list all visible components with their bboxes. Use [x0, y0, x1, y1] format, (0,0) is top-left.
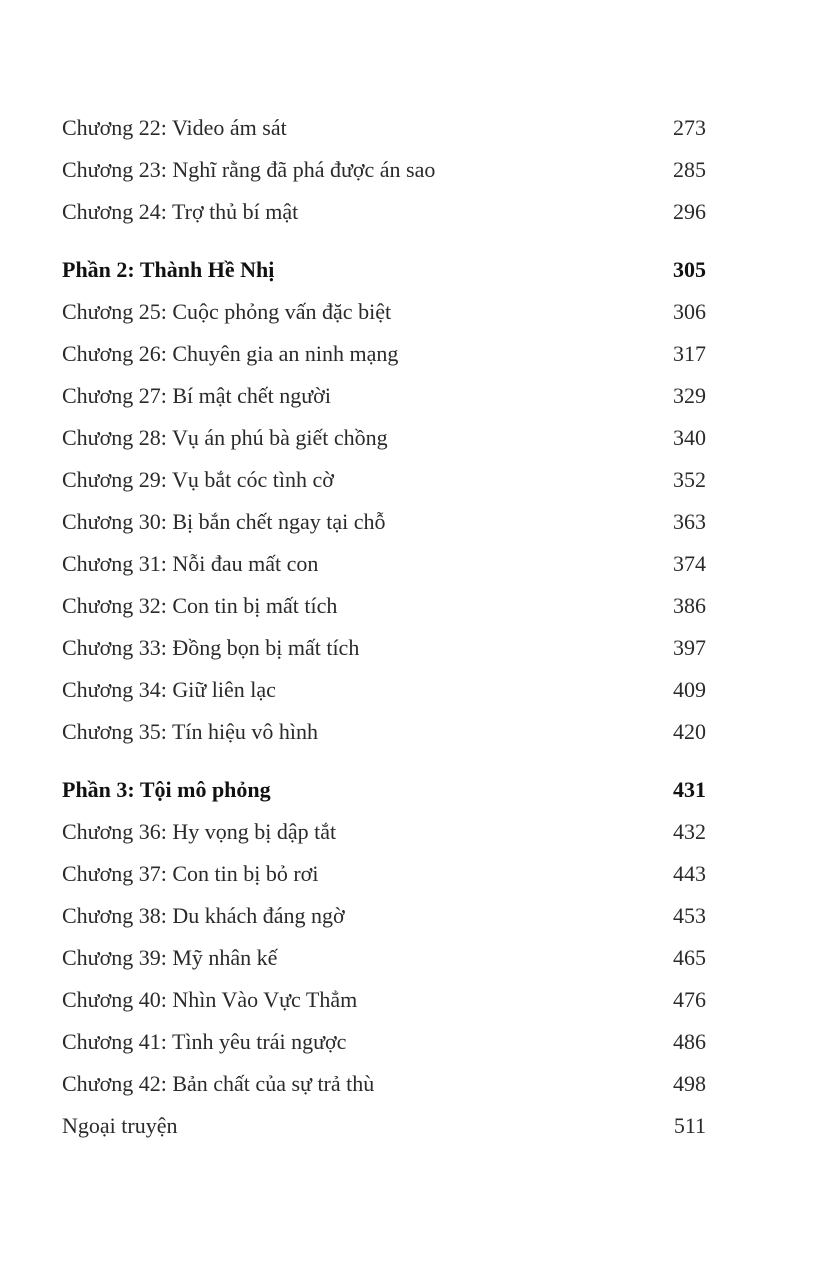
toc-entry [62, 375, 706, 417]
toc-entry-title: Chương 32: Con tin bị mất tích [62, 593, 338, 618]
toc-entry [62, 291, 706, 333]
toc-entry-title: Chương 41: Tình yêu trái ngược [62, 1029, 347, 1054]
toc-entry-page-number: 305 [673, 257, 706, 282]
toc-entry [62, 1063, 706, 1105]
toc-entry [62, 979, 706, 1021]
toc-entry-title: Chương 31: Nỗi đau mất con [62, 551, 319, 576]
toc-entry-page-number: 431 [673, 777, 706, 802]
toc-entry [62, 711, 706, 753]
toc-entry-page-number: 340 [673, 425, 706, 450]
toc-entry-page-number: 296 [673, 199, 706, 224]
toc-entry-title: Chương 22: Video ám sát [62, 115, 287, 140]
toc-entry [62, 853, 706, 895]
toc-entry-title: Phần 2: Thành Hề Nhị [62, 257, 275, 282]
toc-entry [62, 811, 706, 853]
toc-entry-page-number: 453 [673, 903, 706, 928]
toc-entry [62, 585, 706, 627]
toc-entry-title: Chương 38: Du khách đáng ngờ [62, 903, 345, 928]
toc-entry [62, 937, 706, 979]
toc-entry-title: Chương 40: Nhìn Vào Vực Thẳm [62, 987, 358, 1012]
toc-entry-title: Chương 34: Giữ liên lạc [62, 677, 276, 702]
toc-entry-page-number: 363 [673, 509, 706, 534]
toc-part-heading [62, 769, 706, 811]
toc-part-heading [62, 249, 706, 291]
toc-entry-title: Chương 39: Mỹ nhân kế [62, 945, 278, 970]
toc-entry-page-number: 273 [673, 115, 706, 140]
toc-entry-title: Chương 27: Bí mật chết người [62, 383, 331, 408]
toc-entry-page-number: 285 [673, 157, 706, 182]
toc-entry-page-number: 397 [673, 635, 706, 660]
toc-entry-title: Chương 23: Nghĩ rằng đã phá được án sao [62, 157, 436, 182]
toc-entry-page-number: 432 [673, 819, 706, 844]
toc-entry-title: Chương 35: Tín hiệu vô hình [62, 719, 318, 744]
toc-entry [62, 417, 706, 459]
toc-entry-title: Ngoại truyện [62, 1113, 178, 1138]
toc-entry-title: Chương 42: Bản chất của sự trả thù [62, 1071, 375, 1096]
toc-entry-title: Chương 26: Chuyên gia an ninh mạng [62, 341, 399, 366]
toc-entry [62, 333, 706, 375]
toc-entry [62, 107, 706, 149]
toc-entry-title: Phần 3: Tội mô phỏng [62, 777, 271, 802]
toc-entry-page-number: 409 [673, 677, 706, 702]
toc-entry-page-number: 465 [673, 945, 706, 970]
toc-entry-page-number: 420 [673, 719, 706, 744]
toc-entry-title: Chương 30: Bị bắn chết ngay tại chỗ [62, 509, 386, 534]
toc-entry-page-number: 476 [673, 987, 706, 1012]
toc-entry-title: Chương 25: Cuộc phỏng vấn đặc biệt [62, 299, 392, 324]
toc-entry-page-number: 306 [673, 299, 706, 324]
toc-entry-title: Chương 24: Trợ thủ bí mật [62, 199, 299, 224]
toc-entry-title: Chương 33: Đồng bọn bị mất tích [62, 635, 360, 660]
toc-entry [62, 501, 706, 543]
toc-entry [62, 1105, 706, 1147]
toc-entry [62, 149, 706, 191]
toc-entry [62, 1021, 706, 1063]
toc-entry-title: Chương 28: Vụ án phú bà giết chồng [62, 425, 388, 450]
toc-entry [62, 459, 706, 501]
toc-entry-page-number: 498 [673, 1071, 706, 1096]
toc-entry-title: Chương 37: Con tin bị bỏ rơi [62, 861, 319, 886]
toc-entry-page-number: 386 [673, 593, 706, 618]
toc-entry-page-number: 329 [673, 383, 706, 408]
toc-entry-page-number: 352 [673, 467, 706, 492]
table-of-contents [62, 107, 706, 1147]
toc-entry-page-number: 374 [673, 551, 706, 576]
toc-entry-page-number: 443 [673, 861, 706, 886]
toc-entry-page-number: 317 [673, 341, 706, 366]
toc-entry [62, 191, 706, 233]
toc-entry [62, 543, 706, 585]
toc-entry-page-number: 486 [673, 1029, 706, 1054]
toc-entry [62, 627, 706, 669]
toc-entry-page-number: 511 [673, 1113, 706, 1138]
toc-entry-title: Chương 36: Hy vọng bị dập tắt [62, 819, 337, 844]
toc-entry-title: Chương 29: Vụ bắt cóc tình cờ [62, 467, 334, 492]
toc-entry [62, 895, 706, 937]
toc-entry [62, 669, 706, 711]
